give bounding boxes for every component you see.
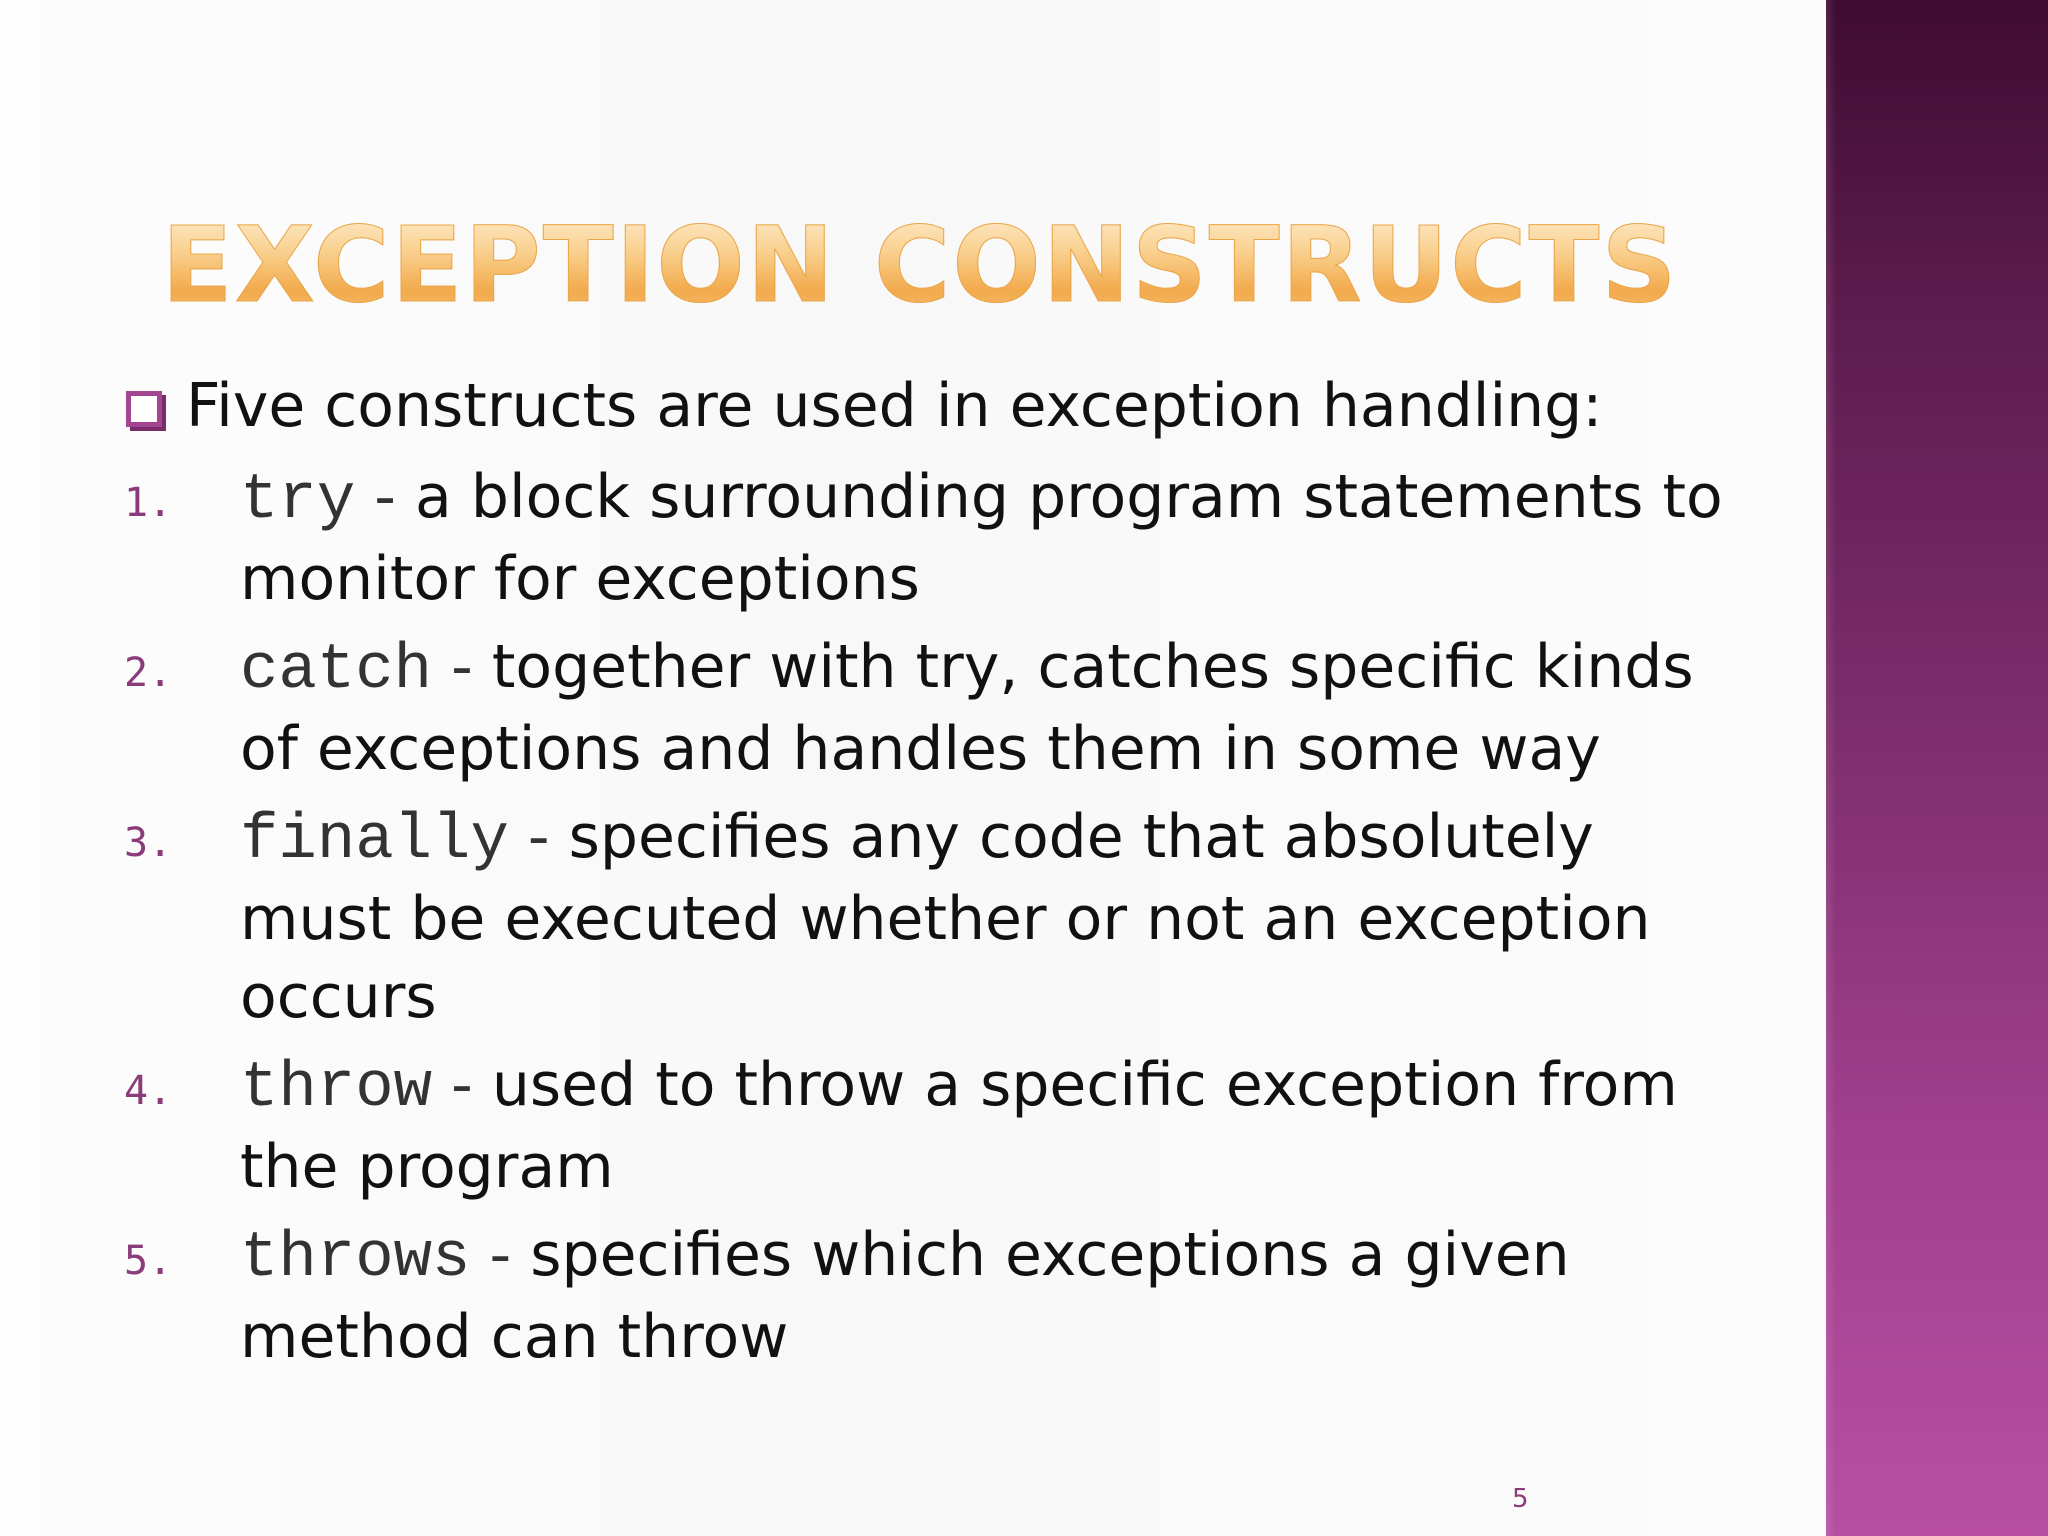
item-description: used to throw a specific exception from the program [240,1050,1678,1202]
keyword-catch: catch [240,635,433,707]
list-item-try [124,458,1724,618]
constructs-list [124,458,1724,1386]
separator: - [508,802,569,872]
keyword-throws: throws [240,1223,471,1295]
list-number: 2. [124,650,173,696]
keyword-throw: throw [240,1053,433,1125]
separator: - [470,1220,531,1290]
list-item-throw [124,1046,1724,1206]
item-description: together with try, catches specific kinds of exceptions and handles them in some way [240,632,1694,784]
intro-text: Five constructs are used in exception handling: [186,371,1603,441]
intro-bullet [126,370,1726,442]
list-number: 1. [124,480,173,526]
decorative-side-band [1826,0,2048,1536]
separator: - [432,632,492,702]
list-number: 4. [124,1068,173,1114]
list-item-throws [124,1216,1724,1376]
slide-title: EXCEPTION CONSTRUCTS [160,200,1680,330]
list-number: 3. [124,820,173,866]
keyword-try: try [240,465,356,537]
page-number: 5 [1512,1484,1529,1514]
list-item-finally [124,798,1724,1036]
list-number: 5. [124,1238,173,1284]
item-description: specifies any code that absolutely must be executed whether or not an exception occurs [240,802,1651,1032]
item-description: specifies which exceptions a given method can throw [240,1220,1570,1372]
list-item-catch [124,628,1724,788]
separator: - [355,462,416,532]
keyword-finally: finally [240,805,509,877]
separator: - [432,1050,492,1120]
square-bullet-icon [126,391,162,427]
item-description: a block surrounding program statements to monitor for exceptions [240,462,1723,614]
